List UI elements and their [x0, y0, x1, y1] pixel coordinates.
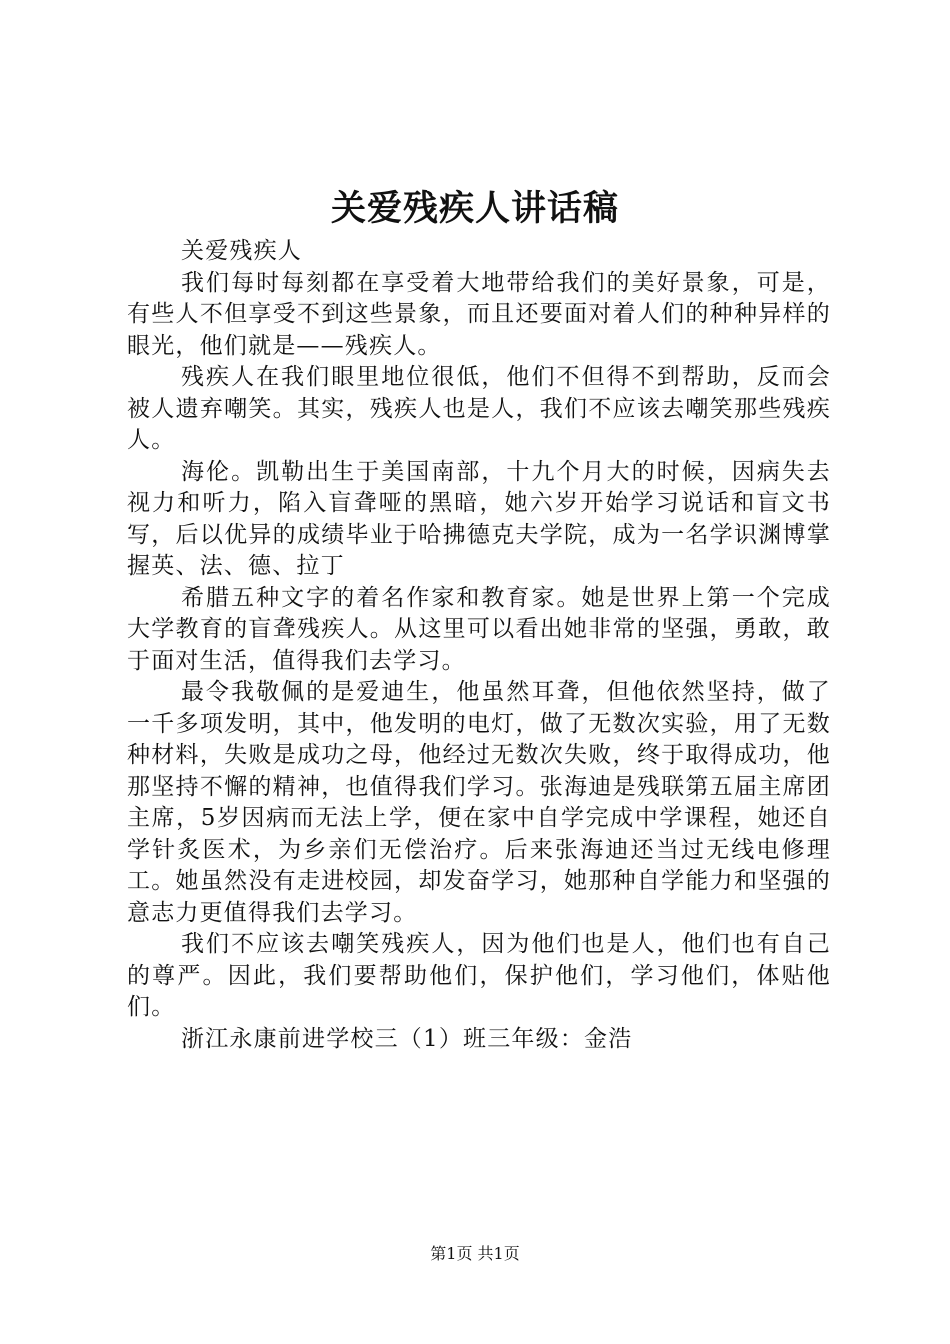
paragraph: 海伦。凯勒出生于美国南部，十九个月大的时候，因病失去视力和听力，陷入盲聋哑的黑暗，她六岁开始学习说话和盲文书写，后以优异的成绩毕业于哈拂德克夫学院，成为一名学识渊博掌握英、法、德、拉丁 — [127, 458, 831, 579]
paragraph: 最令我敬佩的是爱迪生，他虽然耳聋，但他依然坚持，做了一千多项发明，其中，他发明的电灯，做了无数次实验，用了无数种材料，失败是成功之母，他经过无数次失败，终于取得成功，他那坚持不懈的精神，也值得我们学习。张海迪是残联第五届主席团主席，5岁因病而无法上学，便在家中自学完成中学课程，她还自学针炙医术，为乡亲们无偿治疗。后来张海迪还当过无线电修理工。她虽然没有走进校园，却发奋学习，她那种自学能力和坚强的意志力更值得我们去学习。 — [127, 679, 831, 926]
paragraph-heading: 关爱残疾人 — [181, 238, 302, 264]
document-body — [127, 236, 831, 1055]
paragraph: 残疾人在我们眼里地位很低，他们不但得不到帮助，反而会被人遗弃嘲笑。其实，残疾人也是人，我们不应该去嘲笑那些残疾人。 — [127, 364, 831, 453]
paragraph: 希腊五种文字的着名作家和教育家。她是世界上第一个完成大学教育的盲聋残疾人。从这里可以看出她非常的坚强，勇敢，敢于面对生活，值得我们去学习。 — [127, 584, 831, 674]
paragraph: 我们不应该去嘲笑残疾人，因为他们也是人，他们也有自己的尊严。因此，我们要帮助他们，保护他们，学习他们，体贴他们。 — [127, 931, 831, 1020]
author-line: 浙江永康前进学校三（1）班三年级：金浩 — [181, 1025, 633, 1052]
page-number-footer: 第1页 共1页 — [430, 1244, 520, 1263]
paragraph: 我们每时每刻都在享受着大地带给我们的美好景象，可是，有些人不但享受不到这些景象，而且还要面对着人们的种种异样的眼光，他们就是——残疾人。 — [127, 269, 831, 359]
document-title: 关爱残疾人讲话稿 — [330, 188, 619, 229]
